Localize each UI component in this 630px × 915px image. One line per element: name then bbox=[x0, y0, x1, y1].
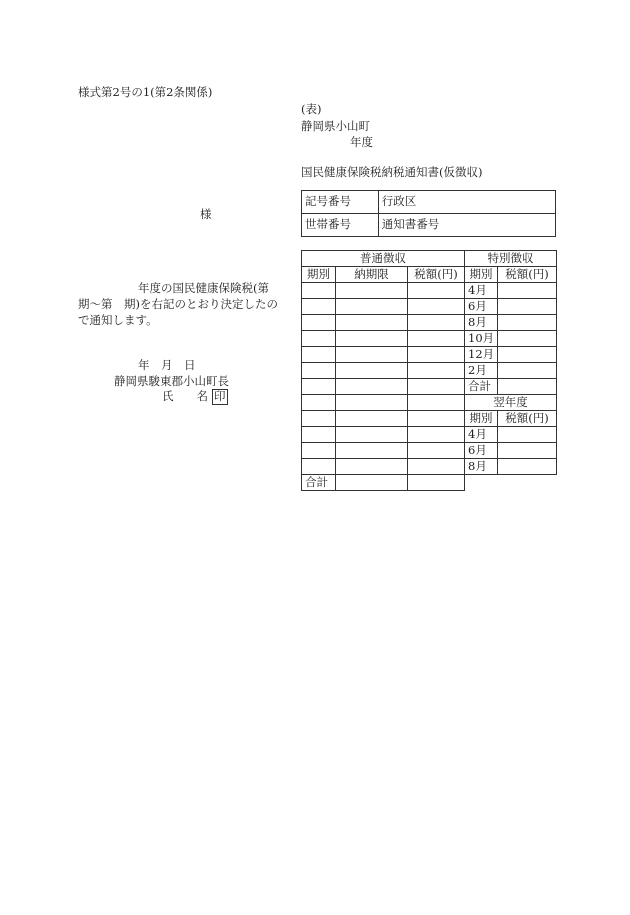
seal-mark: 印 bbox=[214, 389, 226, 403]
ordinary-deadline-cell bbox=[336, 443, 408, 459]
name-label: 氏 名 bbox=[162, 389, 208, 403]
ordinary-total-label: 合計 bbox=[302, 475, 336, 491]
col-header-period: 期別 bbox=[465, 267, 498, 283]
special-month-cell: 8月 bbox=[465, 315, 498, 331]
name-line bbox=[162, 389, 228, 405]
special-total-amount bbox=[498, 379, 557, 395]
table-row bbox=[302, 427, 557, 443]
ordinary-period-cell bbox=[302, 459, 336, 475]
special-amount-cell bbox=[498, 347, 557, 363]
info-label: 行政区 bbox=[378, 191, 555, 214]
special-amount-cell bbox=[498, 283, 557, 299]
special-amount-cell bbox=[498, 315, 557, 331]
table-row bbox=[302, 267, 557, 283]
table-row bbox=[302, 395, 557, 411]
ordinary-deadline-cell bbox=[336, 283, 408, 299]
next-amount-cell bbox=[498, 427, 557, 443]
ordinary-period-cell bbox=[302, 299, 336, 315]
table-row bbox=[302, 251, 557, 267]
ordinary-deadline-cell bbox=[336, 459, 408, 475]
ordinary-deadline-cell bbox=[336, 363, 408, 379]
special-amount-cell bbox=[498, 299, 557, 315]
ordinary-deadline-cell bbox=[336, 411, 408, 427]
ordinary-deadline-cell bbox=[336, 331, 408, 347]
table-row bbox=[302, 411, 557, 427]
ordinary-period-cell bbox=[302, 331, 336, 347]
notice-line-2: 期～第 期)を右記のとおり決定したの bbox=[78, 297, 278, 311]
ordinary-deadline-cell bbox=[336, 299, 408, 315]
doc-title: 国民健康保険税納税通知書(仮徴収) bbox=[301, 165, 483, 179]
face-label: (表) bbox=[301, 102, 322, 116]
notice-line-1: 年度の国民健康保険税(第 bbox=[138, 281, 269, 295]
honorific: 様 bbox=[200, 207, 212, 221]
ordinary-period-cell bbox=[302, 427, 336, 443]
ordinary-deadline-cell bbox=[336, 379, 408, 395]
table-row bbox=[302, 315, 557, 331]
ordinary-header: 普通徴収 bbox=[302, 251, 465, 267]
info-label: 記号番号 bbox=[302, 191, 379, 214]
ordinary-deadline-cell bbox=[336, 395, 408, 411]
next-amount-cell bbox=[498, 459, 557, 475]
next-month-cell: 4月 bbox=[465, 427, 498, 443]
table-row bbox=[302, 379, 557, 395]
special-month-cell: 10月 bbox=[465, 331, 498, 347]
ordinary-total-amount bbox=[408, 475, 465, 491]
special-amount-cell bbox=[498, 363, 557, 379]
ordinary-amount-cell bbox=[408, 411, 465, 427]
ordinary-amount-cell bbox=[408, 315, 465, 331]
special-month-cell: 12月 bbox=[465, 347, 498, 363]
next-month-cell: 6月 bbox=[465, 443, 498, 459]
special-month-cell: 6月 bbox=[465, 299, 498, 315]
col-header-period: 期別 bbox=[302, 267, 336, 283]
table-row bbox=[302, 299, 557, 315]
info-table bbox=[301, 190, 556, 237]
special-header: 特別徴収 bbox=[465, 251, 557, 267]
blank-cell bbox=[465, 475, 557, 491]
ordinary-deadline-cell bbox=[336, 347, 408, 363]
form-label: 様式第2号の1(第2条関係) bbox=[78, 85, 213, 99]
notice-line-3: で通知します。 bbox=[78, 313, 158, 327]
ordinary-amount-cell bbox=[408, 443, 465, 459]
next-amount-cell bbox=[498, 443, 557, 459]
ordinary-amount-cell bbox=[408, 363, 465, 379]
table-row bbox=[302, 459, 557, 475]
info-row bbox=[302, 191, 556, 214]
table-row bbox=[302, 283, 557, 299]
table-row bbox=[302, 331, 557, 347]
ordinary-period-cell bbox=[302, 347, 336, 363]
ordinary-period-cell bbox=[302, 411, 336, 427]
next-month-cell: 8月 bbox=[465, 459, 498, 475]
ordinary-amount-cell bbox=[408, 379, 465, 395]
ordinary-amount-cell bbox=[408, 347, 465, 363]
info-label: 通知書番号 bbox=[378, 214, 555, 237]
table-row bbox=[302, 363, 557, 379]
next-col-header-amount: 税額(円) bbox=[498, 411, 557, 427]
table-row bbox=[302, 347, 557, 363]
issuer: 静岡県駿東郡小山町長 bbox=[114, 374, 229, 388]
year-label: 年度 bbox=[350, 135, 373, 149]
col-header-deadline: 納期限 bbox=[336, 267, 408, 283]
info-row bbox=[302, 214, 556, 237]
ordinary-amount-cell bbox=[408, 427, 465, 443]
ordinary-period-cell bbox=[302, 363, 336, 379]
table-row bbox=[302, 475, 557, 491]
date-line: 年 月 日 bbox=[138, 358, 196, 372]
ordinary-total-deadline bbox=[336, 475, 408, 491]
ordinary-period-cell bbox=[302, 395, 336, 411]
ordinary-period-cell bbox=[302, 443, 336, 459]
ordinary-amount-cell bbox=[408, 299, 465, 315]
col-header-amount: 税額(円) bbox=[498, 267, 557, 283]
special-month-cell: 4月 bbox=[465, 283, 498, 299]
next-col-header-period: 期別 bbox=[465, 411, 498, 427]
col-header-amount: 税額(円) bbox=[408, 267, 465, 283]
ordinary-amount-cell bbox=[408, 331, 465, 347]
special-month-cell: 2月 bbox=[465, 363, 498, 379]
special-total-label: 合計 bbox=[465, 379, 498, 395]
ordinary-amount-cell bbox=[408, 395, 465, 411]
municipality: 静岡県小山町 bbox=[301, 119, 370, 133]
info-label: 世帯番号 bbox=[302, 214, 379, 237]
special-amount-cell bbox=[498, 331, 557, 347]
ordinary-amount-cell bbox=[408, 459, 465, 475]
table-row bbox=[302, 443, 557, 459]
ordinary-deadline-cell bbox=[336, 315, 408, 331]
tax-table bbox=[301, 250, 557, 491]
ordinary-period-cell bbox=[302, 315, 336, 331]
next-year-header: 翌年度 bbox=[465, 395, 557, 411]
ordinary-period-cell bbox=[302, 379, 336, 395]
ordinary-period-cell bbox=[302, 283, 336, 299]
ordinary-deadline-cell bbox=[336, 427, 408, 443]
ordinary-amount-cell bbox=[408, 283, 465, 299]
